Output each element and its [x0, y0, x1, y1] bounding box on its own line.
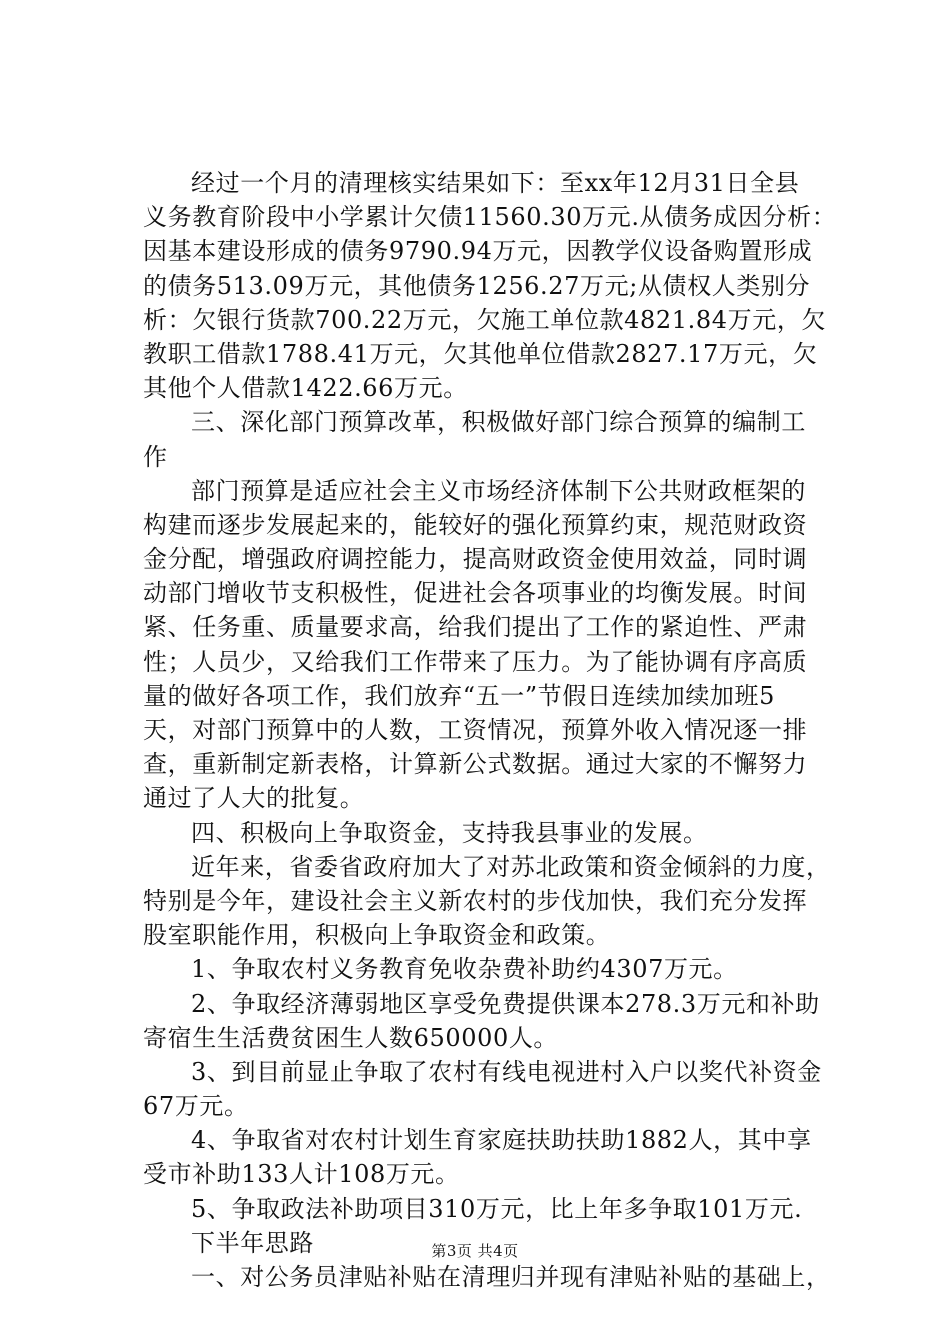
text-line: 性；人员少，又给我们工作带来了压力。为了能协调有序高质: [143, 647, 808, 676]
text-line: 动部门增收节支积极性，促进社会各项事业的均衡发展。时间: [143, 579, 808, 608]
text-line: 教职工借款1788.41万元，欠其他单位借款2827.17万元，欠: [143, 339, 818, 368]
text-line: 义务教育阶段中小学累计欠债11560.30万元.从债务成因分析：: [143, 203, 837, 232]
text-line: 析：欠银行货款700.22万元，欠施工单位款4821.84万元，欠: [143, 305, 827, 334]
text-line: 其他个人借款1422.66万元。: [143, 374, 468, 403]
page-footer: 第3页 共4页: [431, 1242, 519, 1260]
text-line: 构建而逐步发展起来的，能较好的强化预算约束，规范财政资: [143, 510, 808, 539]
document-body: [143, 166, 837, 1294]
text-line: 天，对部门预算中的人数，工资情况，预算外收入情况逐一排: [143, 716, 808, 744]
text-line: 4、争取省对农村计划生育家庭扶助扶助1882人，其中享: [191, 1126, 812, 1155]
text-line: 的债务513.09万元，其他债务1256.27万元;从债权人类别分: [143, 271, 811, 300]
text-line: 三、深化部门预算改革，积极做好部门综合预算的编制工: [191, 408, 806, 437]
text-line: 寄宿生生活费贫困生人数650000人。: [143, 1023, 559, 1052]
text-line: 查，重新制定新表格，计算新公式数据。通过大家的不懈努力: [143, 750, 808, 779]
text-line: 特别是今年，建设社会主义新农村的步伐加快，我们充分发挥: [143, 886, 808, 915]
text-line: 紧、任务重、质量要求高，给我们提出了工作的紧迫性、严肃: [143, 613, 808, 642]
text-line: 作: [143, 442, 168, 471]
text-line: 受市补助133人计108万元。: [143, 1160, 460, 1189]
text-line: 下半年思路: [191, 1228, 314, 1257]
text-line: 经过一个月的清理核实结果如下：至xx年12月31日全县: [191, 169, 800, 197]
text-line: 部门预算是适应社会主义市场经济体制下公共财政框架的: [191, 476, 806, 505]
text-line: 通过了人大的批复。: [143, 784, 365, 813]
text-line: 67万元。: [143, 1092, 249, 1121]
text-line: 3、到目前显止争取了农村有线电视进村入户以奖代补资金: [191, 1057, 822, 1086]
text-line: 金分配，增强政府调控能力，提高财政资金使用效益，同时调: [143, 545, 808, 574]
text-line: 近年来，省委省政府加大了对苏北政策和资金倾斜的力度，: [191, 852, 831, 881]
text-line: 5、争取政法补助项目310万元，比上年多争取101万元.: [191, 1194, 803, 1223]
text-line: 四、积极向上争取资金，支持我县事业的发展。: [191, 818, 708, 847]
text-line: 2、争取经济薄弱地区享受免费提供课本278.3万元和补助: [191, 989, 820, 1018]
text-line: 一、对公务员津贴补贴在清理归并现有津贴补贴的基础上，: [191, 1263, 831, 1291]
text-line: 1、争取农村义务教育免收杂费补助约4307万元。: [191, 955, 738, 984]
text-line: 股室职能作用，积极向上争取资金和政策。: [143, 921, 611, 950]
text-line: 量的做好各项工作，我们放弃“五一”节假日连续加续加班5: [143, 681, 776, 710]
text-line: 因基本建设形成的债务9790.94万元，因教学仪设备购置形成: [143, 237, 813, 266]
